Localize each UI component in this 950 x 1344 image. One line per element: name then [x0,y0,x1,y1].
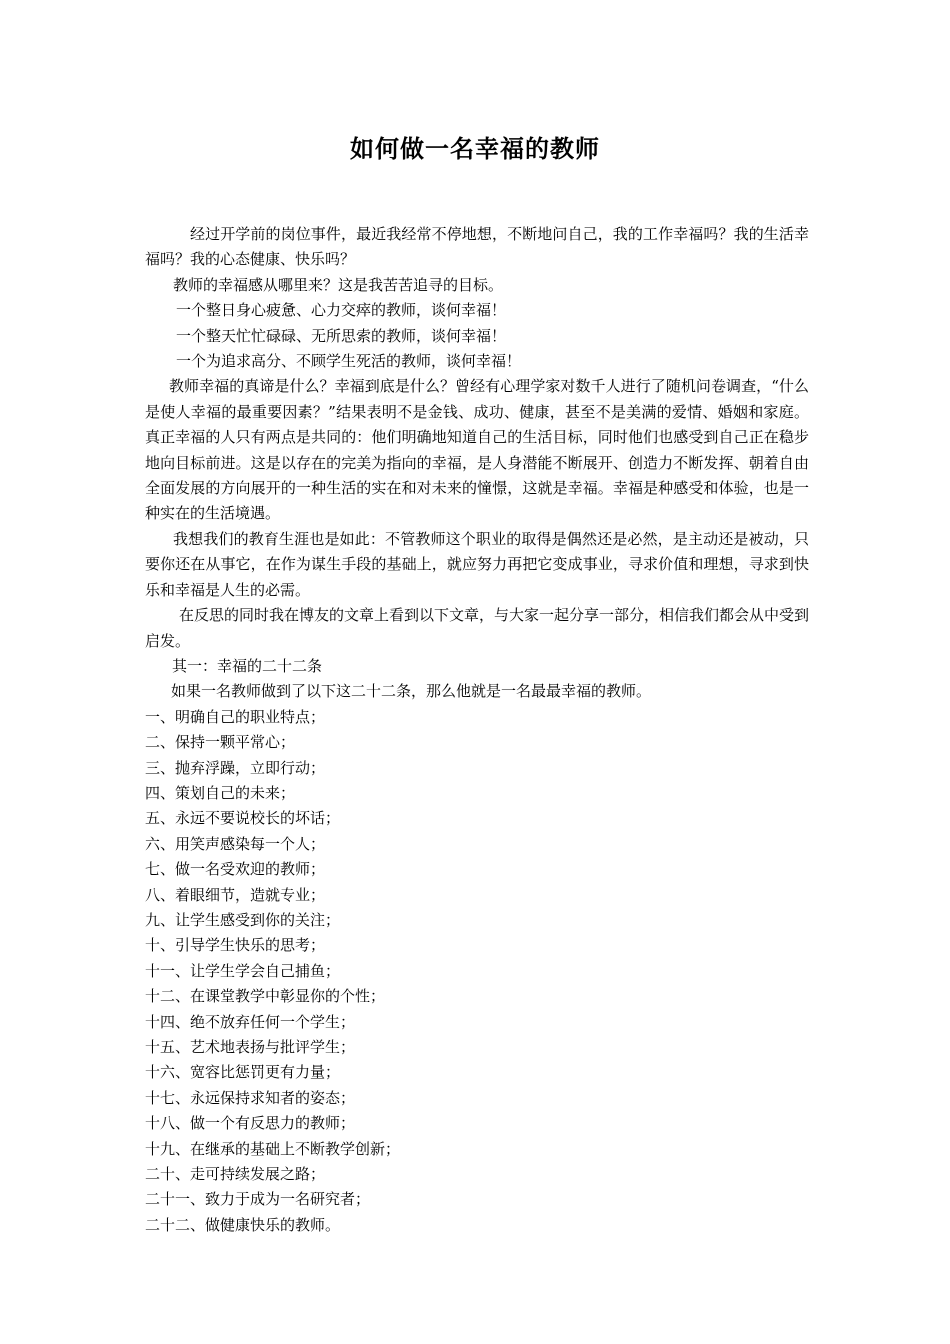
list-item: 十、引导学生快乐的思考； [145,936,326,955]
paragraph-line-busy: 一个整天忙忙碌碌、无所思索的教师，谈何幸福！ [176,326,507,345]
list-item: 四、策划自己的未来； [145,783,296,802]
list-item: 二十一、致力于成为一名研究者； [145,1190,371,1209]
list-item: 十九、在继承的基础上不断教学创新； [145,1139,401,1158]
list-item: 八、着眼细节，造就专业； [145,885,326,904]
paragraph-list-intro: 如果一名教师做到了以下这二十二条，那么他就是一名最最幸福的教师。 [171,682,652,701]
paragraph-essence: 教师幸福的真谛是什么？幸福到底是什么？曾经有心理学家对数千人进行了随机问卷调查，“什么是使人幸福的最重要因素？”结果表明不是金钱、成功、健康，甚至不是美满的爱情、婚姻和家庭。真正幸福的人只有两点是共同的：他们明确地知道自己的生活目标，同时他们也感受到自己正在稳步地向目标前进。这是以存在的完美为指向的幸福，是人身潜能不断展开、创造力不断发挥、朝着自由全面发展的方向展开的一种生活的实在和对未来的憧憬，这就是幸福。幸福是种感受和体验，也是一种实在的生活境遇。 [145,377,809,523]
list-item: 十八、做一个有反思力的教师； [145,1114,356,1133]
paragraph-intro: 经过开学前的岗位事件，最近我经常不停地想，不断地问自己，我的工作幸福吗？我的生活幸福吗？我的心态健康、快乐吗？ [145,225,809,269]
paragraph-question: 教师的幸福感从哪里来？这是我苦苦追寻的目标。 [173,275,504,294]
paragraph-line-tired: 一个整日身心疲惫、心力交瘁的教师，谈何幸福！ [176,301,507,320]
paragraph-career: 我想我们的教育生涯也是如此：不管教师这个职业的取得是偶然还是必然，是主动还是被动，只要你还在从事它，在作为谋生手段的基础上，就应努力再把它变成事业，寻求价值和理想，寻求到快乐和幸福是人生的必需。 [145,529,809,599]
list-item: 十一、让学生学会自己捕鱼； [145,961,341,980]
list-item: 七、做一名受欢迎的教师； [145,860,326,879]
paragraph-line-scores: 一个为追求高分、不顾学生死活的教师，谈何幸福！ [176,352,522,371]
list-item: 十五、艺术地表扬与批评学生； [145,1038,356,1056]
list-item: 十四、绝不放弃任何一个学生； [145,1012,356,1031]
document-body [145,222,809,1238]
list-item: 二十二、做健康快乐的教师。 [145,1215,341,1234]
list-item: 十二、在课堂教学中彰显你的个性； [145,987,386,1006]
list-item: 二、保持一颗平常心； [145,733,296,752]
list-item: 十七、永远保持求知者的姿态； [145,1088,356,1107]
list-item: 一、明确自己的职业特点； [145,707,326,726]
list-item: 三、抛弃浮躁，立即行动； [145,758,326,777]
list-item: 二十、走可持续发展之路； [145,1165,326,1184]
list-item: 五、永远不要说校长的坏话； [145,809,341,828]
list-item: 九、让学生感受到你的关注； [145,910,341,929]
document-title: 如何做一名幸福的教师 [350,135,600,163]
paragraph-reflection: 在反思的同时我在博友的文章上看到以下文章，与大家一起分享一部分，相信我们都会从中受到启发。 [145,606,810,650]
list-item: 六、用笑声感染每一个人； [145,834,326,853]
section-heading: 其一：幸福的二十二条 [172,656,323,675]
list-item: 十六、宽容比惩罚更有力量； [145,1063,341,1082]
